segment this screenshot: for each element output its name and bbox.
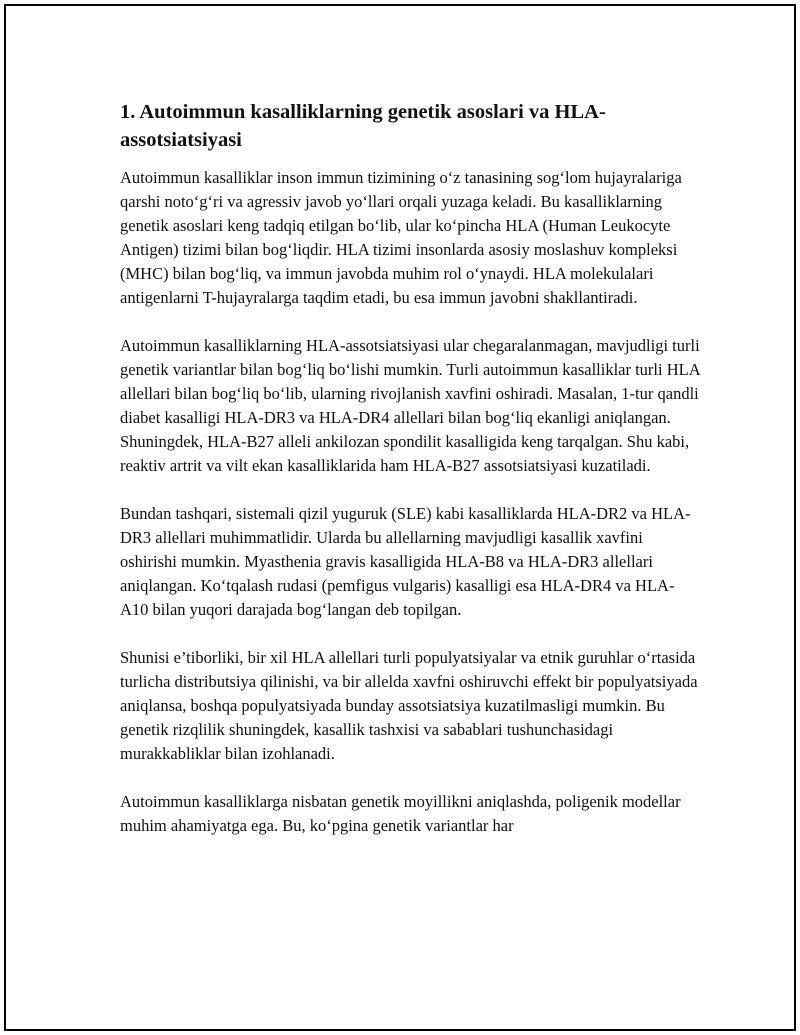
paragraph-3: Bundan tashqari, sistemali qizil yuguruk (SLE) kabi kasalliklarda HLA-DR2 va HLA-DR3 allellari muhimmatlidir. Ularda bu allellarning mavjudligi kasallik xavfini oshirishi mumkin. Myasthenia gravis kasalligida HLA-B8 va HLA-DR3 allellari aniqlangan. Ko‘tqalash rudasi (pemfigus vulgaris) kasalligi esa HLA-DR4 va HLA-A10 bilan yuqori darajada bog‘langan deb topilgan. (120, 504, 691, 619)
paragraph-5: Autoimmun kasalliklarga nisbatan genetik moyillikni aniqlashda, poligenik modellar muhim ahamiyatga ega. Bu, ko‘pgina genetik variantlar har (120, 792, 681, 835)
section-heading: 1. Autoimmun kasalliklarning genetik asoslari va HLA-assotsiatsiyasi (120, 101, 606, 151)
document-body (120, 98, 700, 838)
paragraph-1: Autoimmun kasalliklar inson immun tizimining o‘z tanasining sog‘lom hujayralariga qarshi noto‘g‘ri va agressiv javob yo‘llari orqali yuzaga keladi. Bu kasalliklarning genetik asoslari keng tadqiq etilgan bo‘lib, ular ko‘pincha HLA (Human Leukocyte Antigen) tizimi bilan bog‘liqdir. HLA tizimi insonlarda asosiy moslashuv kompleksi (MHC) bilan bog‘liq, va immun javobda muhim rol o‘ynaydi. HLA molekulalari antigenlarni T-hujayralarga taqdim etadi, bu esa immun javobni shakllantiradi. (120, 168, 682, 307)
paragraph-2: Autoimmun kasalliklarning HLA-assotsiatsiyasi ular chegaralanmagan, mavjudligi turli genetik variantlar bilan bog‘liq bo‘lishi mumkin. Turli autoimmun kasalliklar turli HLA allellari bilan bog‘liq bo‘lib, ularning rivojlanish xavfini oshiradi. Masalan, 1-tur qandli diabet kasalligi HLA-DR3 va HLA-DR4 allellari bilan bog‘liq ekanligi aniqlangan. Shuningdek, HLA-B27 alleli ankilozan spondilit kasalligida keng tarqalgan. Shu kabi, reaktiv artrit va vilt ekan kasalliklarida ham HLA-B27 assotsiatsiyasi kuzatiladi. (120, 336, 700, 475)
page-frame (4, 4, 796, 1031)
paragraph-4: Shunisi e’tiborliki, bir xil HLA allellari turli populyatsiyalar va etnik guruhlar o‘rtasida turlicha distributsiya qilinishi, va bir allelda xavfni oshiruvchi effekt bir populyatsiyada aniqlansa, boshqa populyatsiyada bunday assotsiatsiya kuzatilmasligi mumkin. Bu genetik rizqlilik shuningdek, kasallik tashxisi va sabablari tushunchasidagi murakkabliklar bilan izohlanadi. (120, 648, 698, 763)
